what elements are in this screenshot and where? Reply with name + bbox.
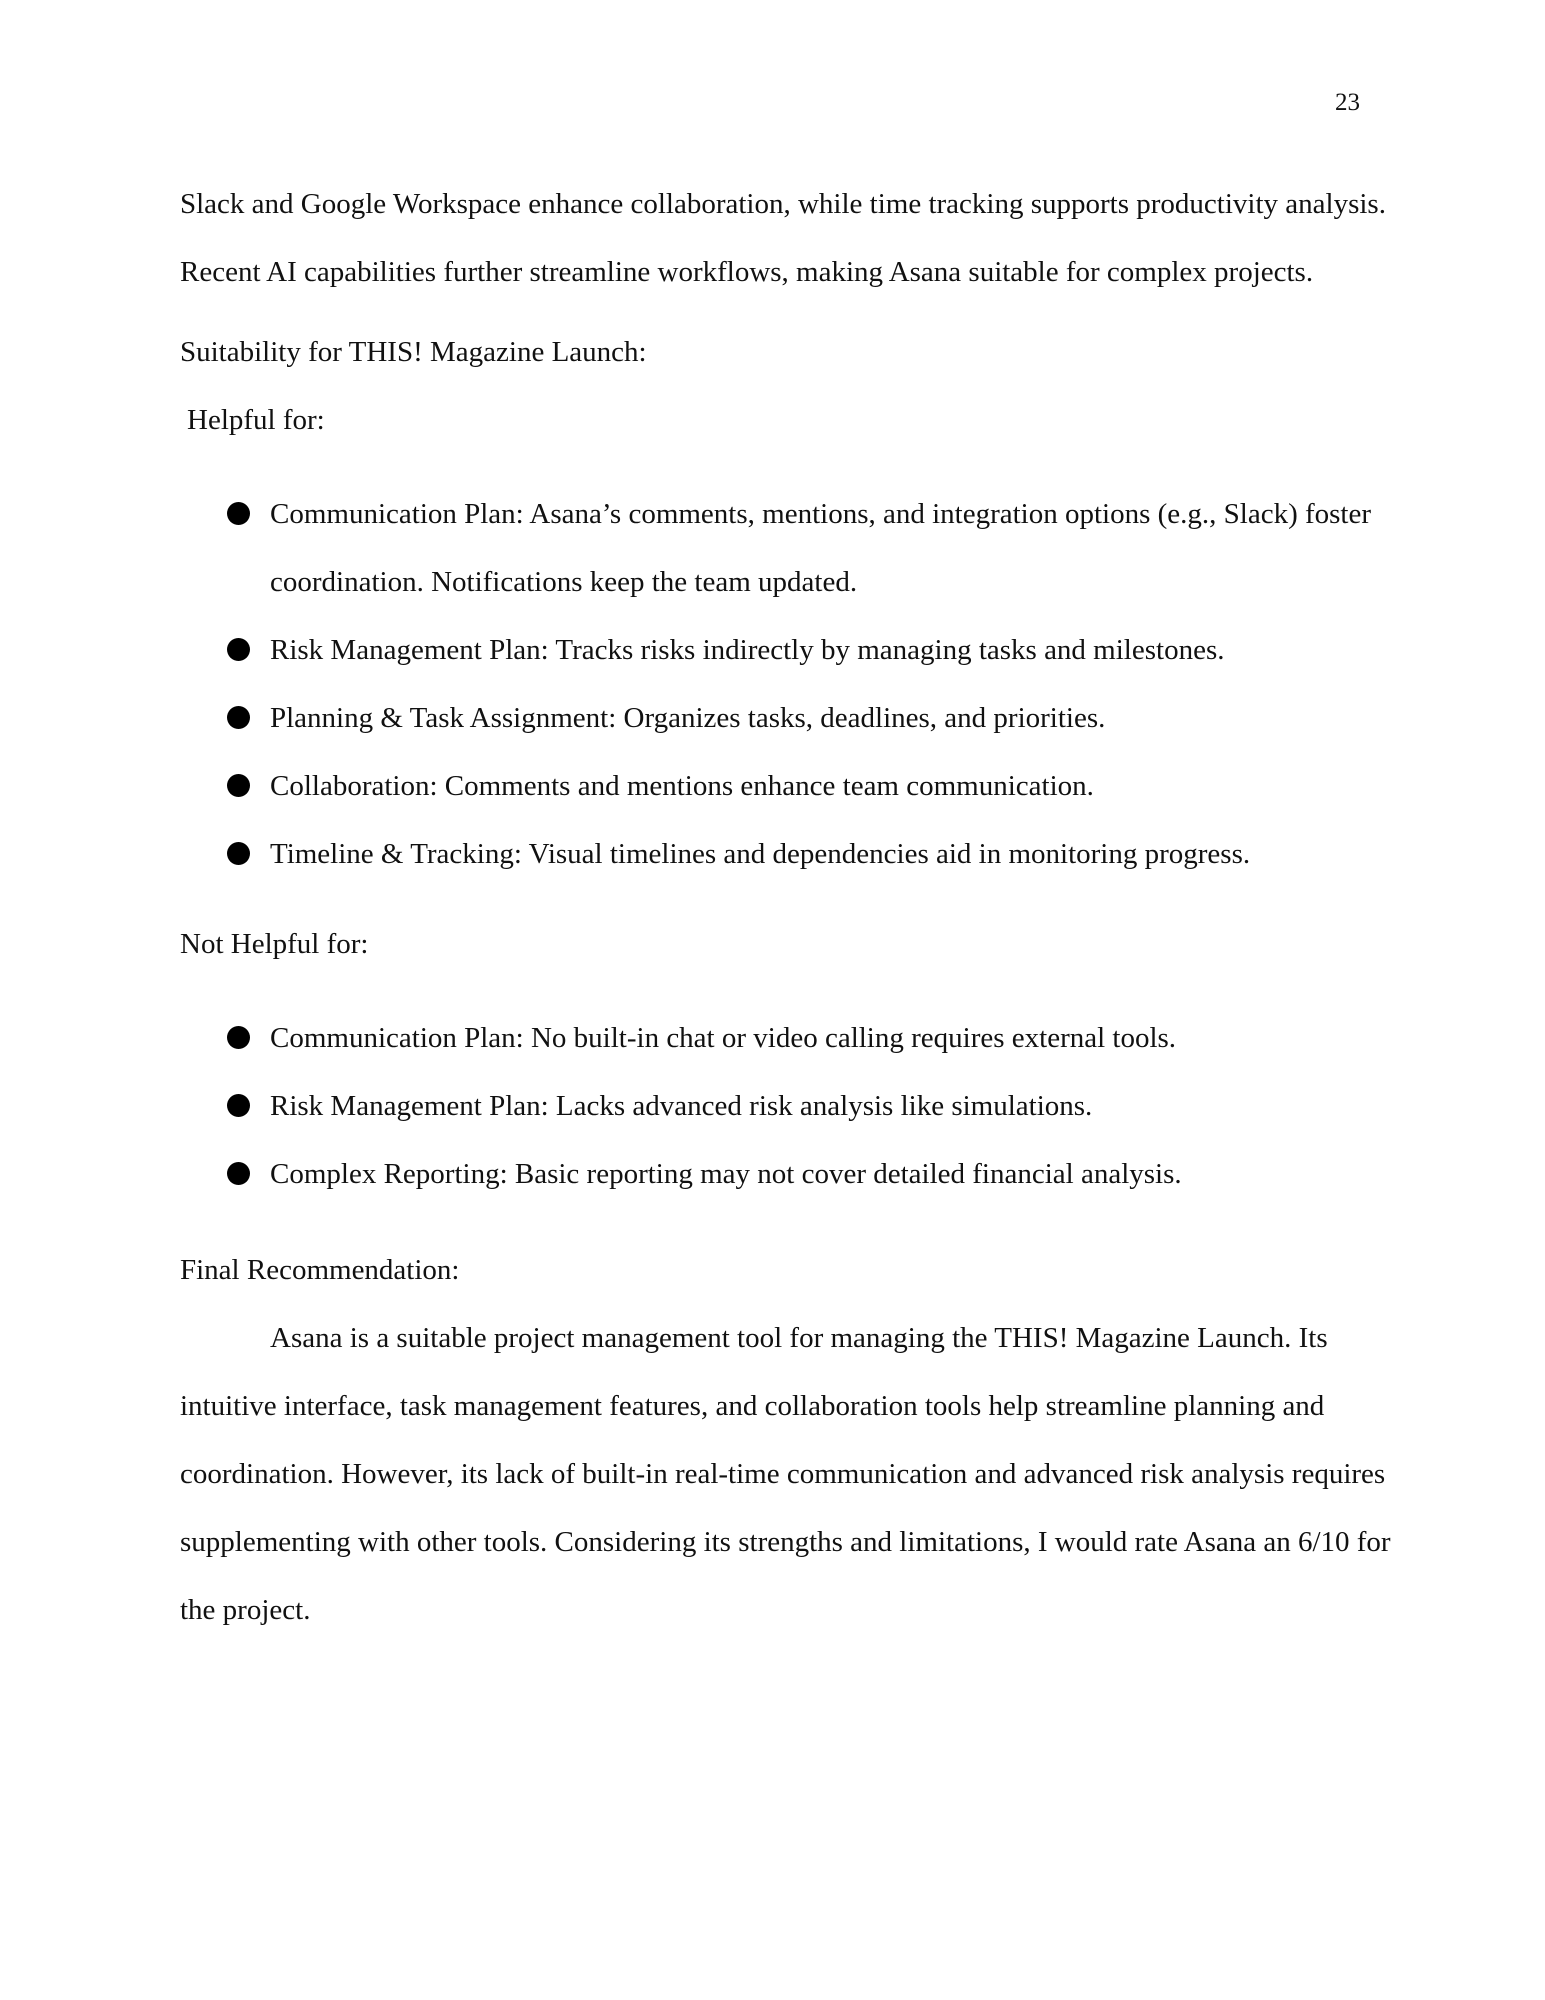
- list-item: [180, 1004, 1415, 1072]
- list-item: [180, 1072, 1415, 1140]
- list-item: [180, 752, 1415, 820]
- suitability-heading: Suitability for THIS! Magazine Launch:: [180, 336, 647, 368]
- list-item: [180, 1140, 1415, 1208]
- list-item-text: Planning & Task Assignment: Organizes tasks, deadlines, and priorities.: [270, 702, 1106, 734]
- bullet-icon: [227, 1094, 250, 1117]
- not-helpful-list: [180, 1004, 1415, 1208]
- helpful-label: Helpful for:: [187, 404, 325, 436]
- bullet-icon: [227, 774, 250, 797]
- bullet-icon: [227, 502, 250, 525]
- list-item: [180, 820, 1415, 888]
- final-paragraph: Asana is a suitable project management tool for managing the THIS! Magazine Launch. Its intuitive interface, task management features, and collaboration tools help streamline planning and coordination. However, its lack of built-in real-time communication and advanced risk analysis requires supplementing with other tools. Considering its strengths and limitations, I would rate Asana an 6/10 for the project.: [180, 1322, 1391, 1626]
- list-item-text: Communication Plan: Asana’s comments, mentions, and integration options (e.g., Slack) foster coordination. Notifications keep the team updated.: [270, 498, 1372, 598]
- bullet-icon: [227, 842, 250, 865]
- list-item-text: Communication Plan: No built-in chat or video calling requires external tools.: [270, 1022, 1177, 1054]
- list-item-text: Complex Reporting: Basic reporting may not cover detailed financial analysis.: [270, 1158, 1182, 1190]
- list-item-text: Risk Management Plan: Lacks advanced risk analysis like simulations.: [270, 1090, 1093, 1122]
- bullet-icon: [227, 1162, 250, 1185]
- list-item-text: Risk Management Plan: Tracks risks indirectly by managing tasks and milestones.: [270, 634, 1225, 666]
- intro-paragraph: Slack and Google Workspace enhance collaboration, while time tracking supports productivity analysis. Recent AI capabilities further streamline workflows, making Asana suitable for complex projects.: [180, 188, 1386, 288]
- list-item: [180, 480, 1415, 616]
- list-item-text: Collaboration: Comments and mentions enhance team communication.: [270, 770, 1094, 802]
- helpful-list: [180, 480, 1415, 888]
- page-content: [180, 170, 1415, 1644]
- list-item: [180, 684, 1415, 752]
- list-item-text: Timeline & Tracking: Visual timelines and dependencies aid in monitoring progress.: [270, 838, 1251, 870]
- bullet-icon: [227, 638, 250, 661]
- final-heading: Final Recommendation:: [180, 1254, 460, 1286]
- list-item: [180, 616, 1415, 684]
- bullet-icon: [227, 706, 250, 729]
- not-helpful-label: Not Helpful for:: [180, 928, 369, 960]
- bullet-icon: [227, 1026, 250, 1049]
- page-number: 23: [1335, 89, 1360, 116]
